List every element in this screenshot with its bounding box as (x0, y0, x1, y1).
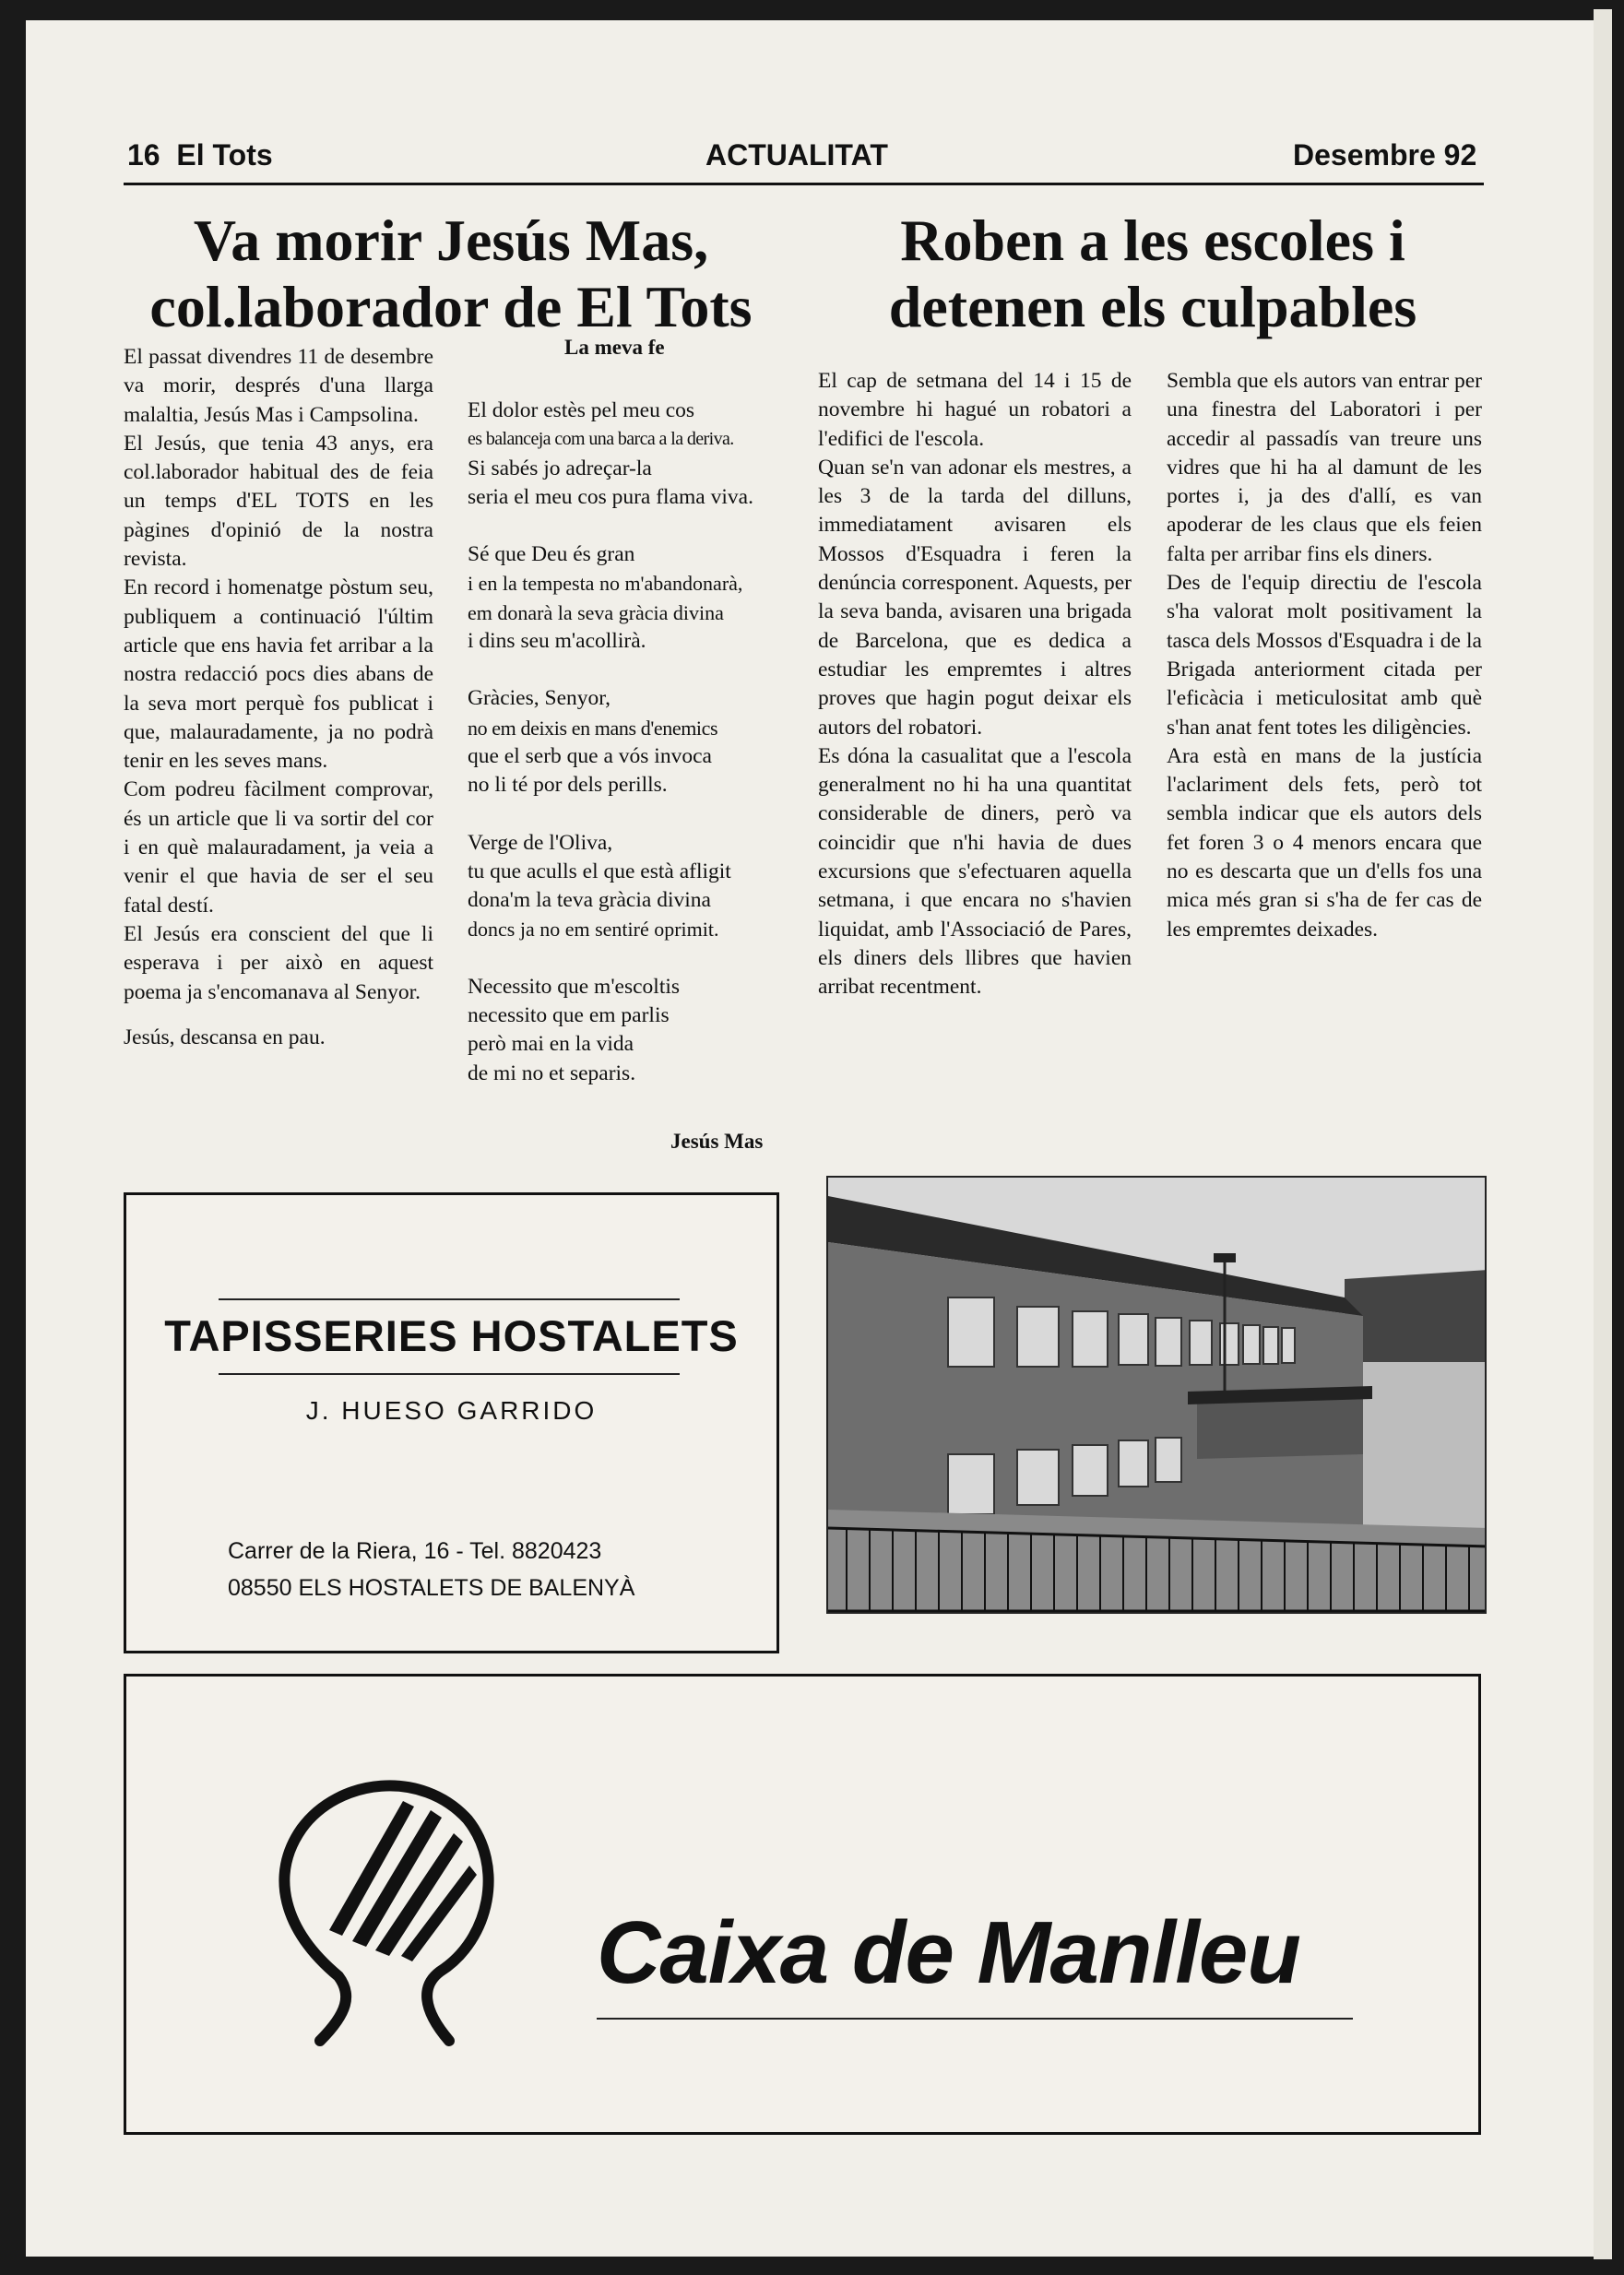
article1-closing: Jesús, descansa en pau. (124, 1025, 326, 1049)
brand-rule (597, 2018, 1353, 2020)
article2-headline-line2: detenen els culpables (888, 274, 1417, 339)
poem-author: Jesús Mas (670, 1130, 764, 1153)
article1-headline-line2: col.laborador de El Tots (149, 274, 753, 339)
poem-line: Sé que Deu és gran (468, 542, 635, 567)
poem-line: de mi no et separis. (468, 1060, 636, 1085)
article2-headline (812, 207, 1494, 340)
poem-stanza (468, 684, 781, 800)
poem-line: Si sabés jo adreçar-la (468, 456, 652, 480)
page-number-and-publication (127, 138, 273, 172)
school-building-photo (826, 1176, 1487, 1614)
article2-paragraph: Sembla que els autors van entrar per una finestra del Laboratori i per accedir al passadís van treure uns vidres que hi ha al damunt de les portes i, ja des d'allí, es van apoderar de les claus que els feien falta per arribar fins els diners. (1167, 369, 1482, 566)
poem-line: i dins seu m'acollirà. (468, 629, 646, 654)
poem-line: però mai en la vida (468, 1032, 634, 1057)
poem-line: Verge de l'Oliva, (468, 830, 613, 855)
ad-rule (219, 1373, 680, 1375)
article2-column-2 (1167, 367, 1482, 944)
tapisseries-advertisement (124, 1192, 779, 1653)
poem-line: El dolor estès pel meu cos (468, 398, 695, 422)
poem-title: La meva fe (564, 336, 665, 359)
caixa-manlleu-brand: Caixa de Manlleu (597, 1903, 1300, 2002)
ad-address-line: 08550 ELS HOSTALETS DE BALENYÀ (228, 1575, 635, 1601)
publication-name: El Tots (176, 138, 273, 172)
poem-line: que el serb que a vós invoca (468, 743, 712, 768)
poem-stanza (468, 829, 781, 944)
article1-paragraph: Com podreu fàcilment comprovar, és un article que li va sortir del cor i en què malauradament, ja veia a venir el que havia de ser el seu fatal destí. (124, 777, 433, 918)
poem-line: dona'm la teva gràcia divina (468, 888, 711, 913)
article1-body (124, 343, 433, 1052)
article2-paragraph: Quan se'n van adonar els mestres, a les 3 de la tarda del dilluns, immediatament avisaren els Mossos d'Esquadra i feren la denúncia corresponent. Aquests, per la seva banda, avisaren una brigada de Barcelona, que es dedica a estudiar les empremtes i altres proves que hagin pogut deixar els autors del robatori. (818, 455, 1132, 740)
poem-line: necessito que em parlis (468, 1003, 670, 1028)
article2-paragraph: Ara està en mans de la justícia l'aclariment dels fets, però tot sembla indicar que els autors dels fet foren 3 o 4 menors encara que no es descarta que un d'ells fos una mica més gran si s'ha de fer cas de les empremtes deixades. (1167, 743, 1482, 942)
poem-line: doncs ja no em sentiré oprimit. (468, 918, 719, 942)
school-building-illustration (828, 1178, 1487, 1614)
poem-line: no li té por dels perills. (468, 773, 668, 798)
poem-stanza (468, 397, 781, 512)
poem-body (468, 397, 781, 1117)
poem-line: em donarà la seva gràcia divina (468, 600, 724, 624)
caixa-manlleu-advertisement (124, 1674, 1481, 2135)
ad-owner-name: J. HUESO GARRIDO (305, 1396, 598, 1425)
page-edge (1594, 9, 1612, 2259)
issue-date: Desembre 92 (1293, 138, 1477, 172)
article2-headline-line1: Roben a les escoles i (900, 207, 1405, 273)
poem-line: Gràcies, Senyor, (468, 686, 611, 711)
page-number: 16 (127, 138, 160, 172)
article1-headline-line1: Va morir Jesús Mas, (193, 207, 709, 273)
ad-address-line: Carrer de la Riera, 16 - Tel. 8820423 (228, 1538, 602, 1564)
article2-column-1 (818, 367, 1132, 1002)
poem-line: tu que aculls el que està afligit (468, 859, 731, 883)
header-rule (124, 183, 1484, 185)
article1-paragraph: El passat divendres 11 de desembre va morir, després d'una llarga malaltia, Jesús Mas i Campsolina. (124, 345, 433, 427)
poem-stanza (468, 973, 781, 1088)
article2-paragraph: El cap de setmana del 14 i 15 de novembre hi hagué un robatori a l'edifici de l'escola. (818, 369, 1132, 451)
ad-rule (219, 1298, 680, 1300)
section-label: ACTUALITAT (705, 138, 888, 172)
poem-line: i en la tempesta no m'abandonarà, (468, 572, 743, 596)
article1-headline (124, 207, 778, 340)
article2-paragraph: Des de l'equip directiu de l'escola s'ha valorat molt positivament la tasca dels Mossos d'Esquadra i de la Brigada anteriorment citada per l'eficàcia i meticulositat amb què s'han anat fent totes les diligències. (1167, 571, 1482, 740)
poem-line: es balanceja com una barca a la deriva. (468, 429, 734, 450)
poem-line: Necessito que m'escoltis (468, 974, 681, 999)
article1-paragraph: En record i homenatge pòstum seu, publiquem a continuació l'últim article que ens havia fet arribar a la nostra redacció pocs dies abans de la seva mort perquè fos publicat i que, malauradamente, ja no podrà tenir en les seves mans. (124, 575, 433, 774)
poem-line: seria el meu cos pura flama viva. (468, 484, 753, 509)
article1-paragraph: El Jesús, que tenia 43 anys, era col.laborador habitual des de feia un temps d'EL TOTS en les pàgines d'opinió de la nostra revista. (124, 431, 433, 572)
ad-business-name: TAPISSERIES HOSTALETS (164, 1311, 739, 1360)
article2-paragraph: Es dóna la casualitat que a l'escola generalment no hi ha una quantitat considerable de diners, però va coincidir que n'hi havia de dues excursions que s'efectuaren aquella setmana, i que encara no s'havien liquidat, amb l'Associació de Pares, els diners dels llibres que havien arribat recentment. (818, 743, 1132, 1000)
article1-paragraph: El Jesús era conscient del que li esperava i per això en aquest poema ja s'encomanava al Senyor. (124, 921, 433, 1004)
poem-line: no em deixis en mans d'enemics (468, 716, 718, 740)
poem-stanza (468, 540, 781, 656)
caixa-manlleu-logo-icon (265, 1746, 504, 2050)
